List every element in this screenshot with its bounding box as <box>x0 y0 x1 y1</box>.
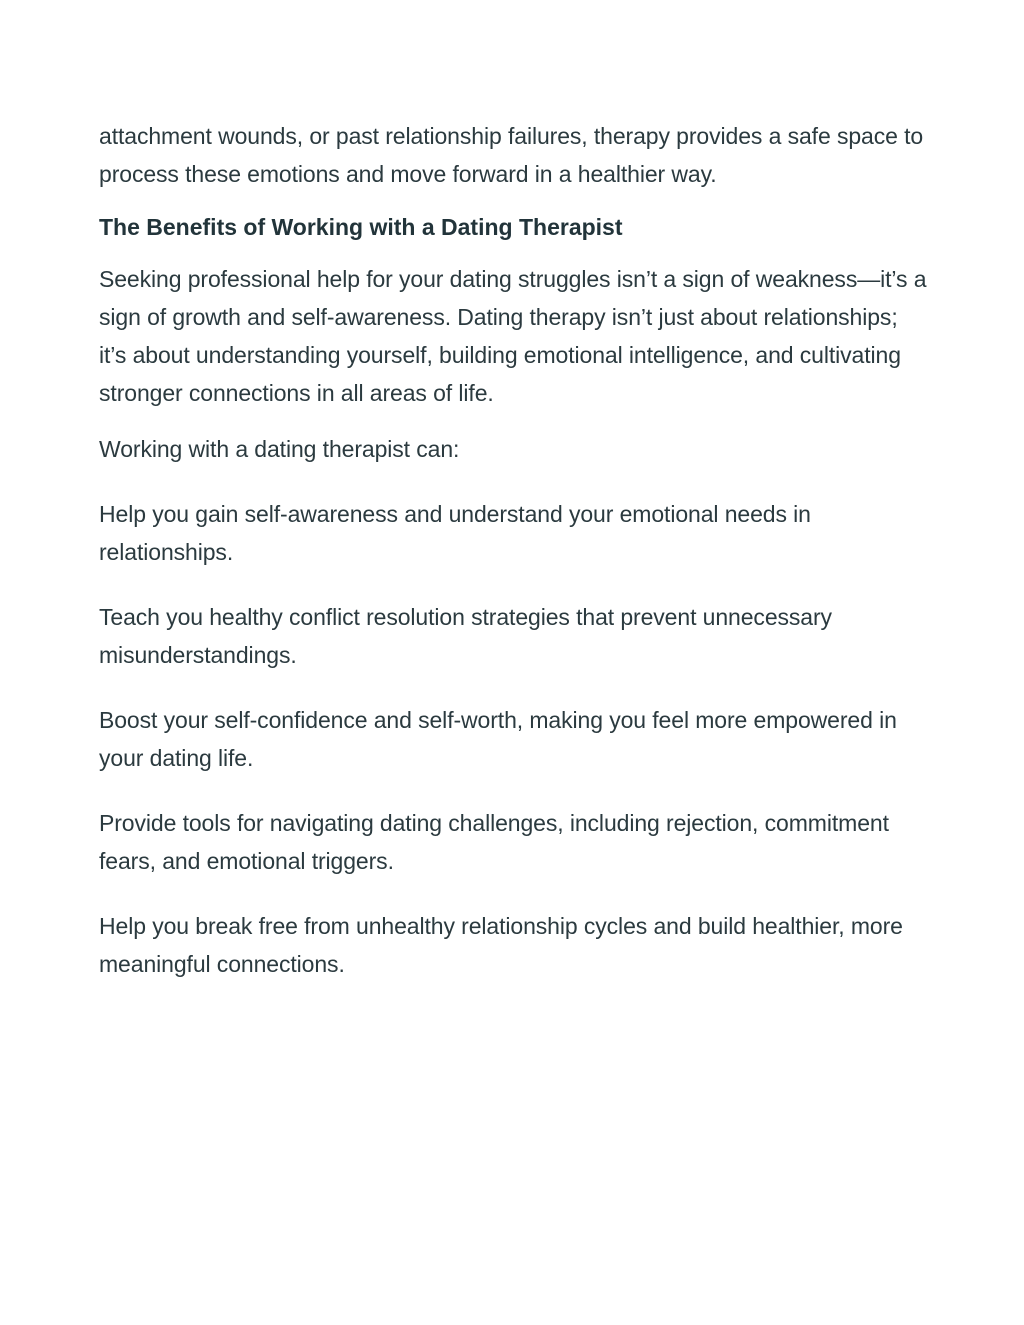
list-lead: Working with a dating therapist can: <box>99 436 460 462</box>
list-item: Help you gain self-awareness and understand your emotional needs in relationships. <box>99 501 811 565</box>
list-item: Help you break free from unhealthy relationship cycles and build healthier, more meaningful connections. <box>99 913 903 977</box>
list-item: Teach you healthy conflict resolution strategies that prevent unnecessary misunderstandings. <box>99 604 832 668</box>
list-item: Boost your self-confidence and self-worth, making you feel more empowered in your dating life. <box>99 707 897 771</box>
body-paragraph: Seeking professional help for your dating struggles isn’t a sign of weakness—it’s a sign of growth and self-awareness. Dating therapy isn’t just about relationships; it’s about understanding yourself, building emotional intelligence, and cultivating stronger connections in all areas of life. <box>99 266 927 406</box>
list-item: Provide tools for navigating dating challenges, including rejection, commitment fears, and emotional triggers. <box>99 810 889 874</box>
document-body <box>99 117 929 1010</box>
section-heading: The Benefits of Working with a Dating Therapist <box>99 214 623 240</box>
intro-paragraph: attachment wounds, or past relationship failures, therapy provides a safe space to process these emotions and move forward in a healthier way. <box>99 123 924 187</box>
